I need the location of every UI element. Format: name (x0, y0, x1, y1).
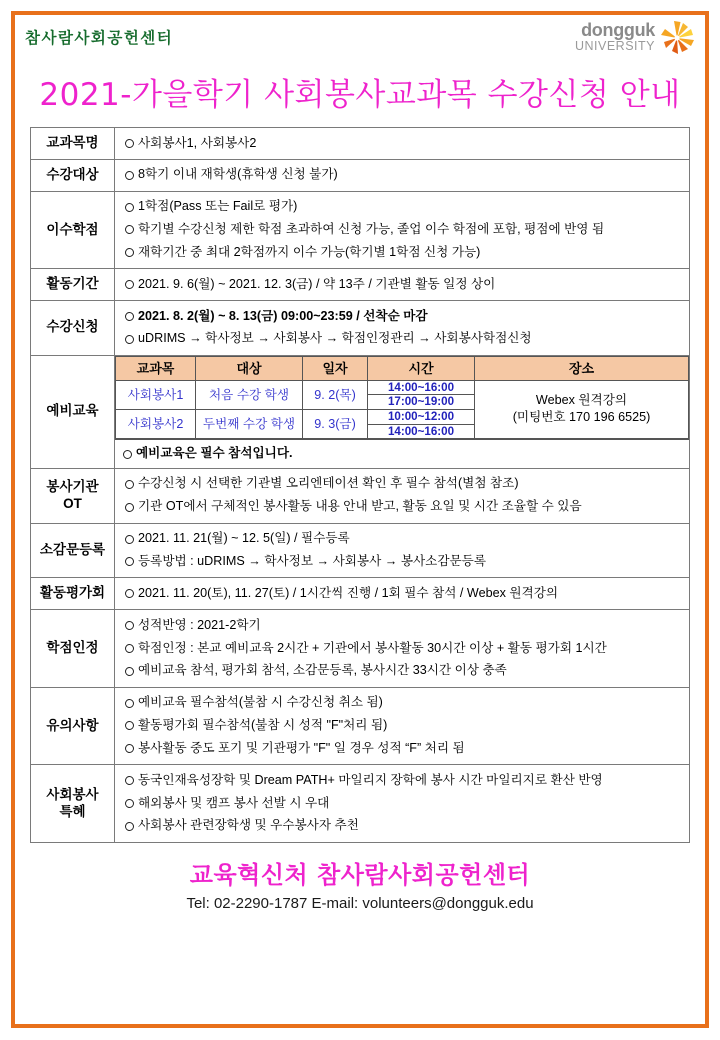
footer-contact: Tel: 02-2290-1787 E-mail: volunteers@dongguk.edu (186, 894, 534, 912)
circle-bullet-icon (125, 721, 134, 730)
cell-place (475, 380, 689, 438)
list-item-text: 봉사활동 중도 포기 및 기관평가 "F" 일 경우 성적 “F” 처리 됨 (138, 740, 465, 755)
list-item-text: 재학기간 중 최대 2학점까지 이수 가능(학기별 1학점 신청 가능) (138, 244, 481, 259)
list-item (123, 196, 683, 219)
circle-bullet-icon (125, 822, 134, 831)
column-header-place: 장소 (475, 356, 689, 380)
circle-bullet-icon (125, 699, 134, 708)
circle-bullet-icon (125, 535, 134, 544)
list-item (123, 219, 683, 242)
row-label: 교과목명 (31, 128, 115, 160)
info-table (30, 127, 690, 843)
row-label-line-2: OT (63, 495, 82, 511)
list-item-text: 해외봉사 및 캠프 봉사 선발 시 우대 (138, 795, 330, 810)
row-content (115, 578, 690, 610)
cell-time: 10:00~12:00 (368, 409, 475, 424)
list-item (123, 241, 683, 264)
row-label: 예비교육 (31, 355, 115, 468)
circle-bullet-icon (125, 248, 134, 257)
list-item (123, 715, 683, 738)
logo-primary-text: dongguk (581, 20, 655, 40)
poster-footer (15, 855, 705, 912)
list-item-text: 2021. 9. 6(월) ~ 2021. 12. 3(금) / 약 13주 / 기관별 활동 일정 상이 (138, 276, 496, 291)
list-item-text: 1학점(Pass 또는 Fail로 평가) (138, 199, 298, 214)
row-label: 이수학점 (31, 191, 115, 269)
circle-bullet-icon (125, 335, 134, 344)
footer-organization: 교육혁신처 참사람사회공헌센터 (189, 860, 531, 889)
table-row (31, 610, 690, 688)
logo-secondary-text: UNIVERSITY (574, 39, 655, 53)
poster-header (15, 15, 705, 61)
circle-bullet-icon (125, 621, 134, 630)
list-item-text: 사회봉사1, 사회봉사2 (138, 135, 257, 150)
prep-schedule-table (115, 356, 689, 439)
list-item (123, 164, 683, 187)
table-row (31, 765, 690, 843)
column-header-time: 시간 (368, 356, 475, 380)
cell-target: 두번째 수강 학생 (196, 409, 303, 438)
page-title: 2021-가을학기 사회봉사교과목 수강신청 안내 (39, 77, 681, 113)
circle-bullet-icon (125, 667, 134, 676)
row-label: 수강대상 (31, 159, 115, 191)
cell-time: 14:00~16:00 (368, 380, 475, 395)
circle-bullet-icon (125, 225, 134, 234)
table-row (31, 523, 690, 578)
list-item (123, 473, 683, 496)
row-content (115, 269, 690, 301)
list-item-text: 성적반영 : 2021-2학기 (138, 617, 261, 632)
list-item-text: 2021. 11. 20(토), 11. 27(토) / 1시간씩 진행 / 1회 필수 참석 / Webex 원격강의 (138, 585, 559, 600)
list-item (123, 528, 683, 551)
list-item (123, 792, 683, 815)
row-label (31, 468, 115, 523)
table-row (31, 128, 690, 160)
table-row (31, 159, 690, 191)
circle-bullet-icon (125, 312, 134, 321)
table-row (31, 269, 690, 301)
circle-bullet-icon (125, 203, 134, 212)
list-item-text: 기관 OT에서 구체적인 봉사활동 내용 안내 받고, 활동 요일 및 시간 조율할 수 있음 (138, 499, 582, 514)
circle-bullet-icon (123, 450, 132, 459)
row-label-line-2: 특혜 (59, 803, 86, 819)
row-content (115, 765, 690, 843)
table-row (31, 687, 690, 765)
prep-table-row (116, 380, 689, 395)
list-item-text: 학점인정 : 본교 예비교육 2시간 + 기관에서 봉사활동 30시간 이상 + 활동 평가회 1시간 (138, 640, 607, 655)
row-label: 활동평가회 (31, 578, 115, 610)
row-content (115, 687, 690, 765)
list-item (123, 637, 683, 660)
column-header-subject: 교과목 (116, 356, 196, 380)
row-content (115, 523, 690, 578)
cell-date: 9. 2(목) (303, 380, 368, 409)
list-item-text: 2021. 8. 2(월) ~ 8. 13(금) 09:00~23:59 / 선착순 마감 (138, 308, 428, 323)
list-item-text: 예비교육 필수참석(불참 시 수강신청 취소 됨) (138, 695, 383, 710)
list-item (123, 737, 683, 760)
circle-bullet-icon (125, 589, 134, 598)
table-row-prep-education (31, 355, 690, 468)
circle-bullet-icon (125, 171, 134, 180)
list-item (123, 815, 683, 838)
place-line-1: Webex 원격강의 (535, 393, 628, 408)
circle-bullet-icon (125, 139, 134, 148)
list-item-text: 수강신청 시 선택한 기관별 오리엔테이션 확인 후 필수 참석(별첨 참조) (138, 476, 519, 491)
cell-subject: 사회봉사2 (116, 409, 196, 438)
list-item (123, 551, 683, 574)
row-label-line-1: 봉사기관 (46, 478, 99, 494)
row-label: 수강신청 (31, 301, 115, 356)
prep-note (115, 439, 689, 468)
list-item-text: 등록방법 : uDRIMS → 학사정보 → 사회봉사 → 봉사소감문등록 (138, 554, 487, 568)
orange-frame-border (11, 11, 709, 1028)
cell-target: 처음 수강 학생 (196, 380, 303, 409)
table-row (31, 301, 690, 356)
list-item-text: 2021. 11. 21(월) ~ 12. 5(일) / 필수등록 (138, 531, 350, 546)
circle-bullet-icon (125, 280, 134, 289)
row-label-line-1: 사회봉사 (46, 786, 99, 802)
list-item-text: uDRIMS → 학사정보 → 사회봉사 → 학점인정관리 → 사회봉사학점신청 (138, 331, 532, 346)
list-item-text: 예비교육은 필수 참석입니다. (136, 446, 293, 461)
place-line-2: (미팅번호 170 196 6525) (512, 410, 651, 425)
column-header-date: 일자 (303, 356, 368, 380)
row-label: 유의사항 (31, 687, 115, 765)
list-item-text: 예비교육 참석, 평가회 참석, 소감문등록, 봉사시간 33시간 이상 충족 (138, 663, 507, 678)
list-item (123, 692, 683, 715)
cell-time: 14:00~16:00 (368, 424, 475, 439)
row-content (115, 468, 690, 523)
list-item-text: 활동평가회 필수참석(불참 시 성적 "F"처리 됨) (138, 718, 388, 733)
starburst-icon (657, 20, 697, 56)
circle-bullet-icon (125, 776, 134, 785)
list-item (123, 273, 683, 296)
row-content (115, 610, 690, 688)
cell-time: 17:00~19:00 (368, 395, 475, 410)
list-item (123, 132, 683, 155)
dongguk-university-logo (561, 18, 697, 58)
list-item (123, 328, 683, 351)
table-row (31, 191, 690, 269)
row-content (115, 301, 690, 356)
center-name-label: 참사람사회공헌센터 (25, 30, 174, 47)
cell-date: 9. 3(금) (303, 409, 368, 438)
circle-bullet-icon (125, 480, 134, 489)
table-row (31, 578, 690, 610)
row-label: 학점인정 (31, 610, 115, 688)
prep-table-header-row (116, 356, 689, 380)
logo-wordmark (575, 21, 655, 53)
list-item-text: 학기별 수강신청 제한 학점 초과하여 신청 가능, 졸업 이수 학점에 포함, 평점에 반영 됨 (138, 222, 605, 237)
table-row (31, 468, 690, 523)
list-item (123, 769, 683, 792)
row-label: 소감문등록 (31, 523, 115, 578)
row-content (115, 355, 690, 468)
circle-bullet-icon (125, 744, 134, 753)
list-item-text: 사회봉사 관련장학생 및 우수봉사자 추천 (138, 818, 359, 833)
row-content (115, 128, 690, 160)
column-header-target: 대상 (196, 356, 303, 380)
cell-subject: 사회봉사1 (116, 380, 196, 409)
list-item (123, 496, 683, 519)
list-item (121, 443, 689, 465)
list-item (123, 660, 683, 683)
circle-bullet-icon (125, 557, 134, 566)
list-item-text: 동국인재육성장학 및 Dream PATH+ 마일리지 장학에 봉사 시간 마일리지로 환산 반영 (138, 772, 603, 787)
circle-bullet-icon (125, 503, 134, 512)
list-item (123, 614, 683, 637)
row-content (115, 159, 690, 191)
circle-bullet-icon (125, 644, 134, 653)
row-label: 활동기간 (31, 269, 115, 301)
list-item (123, 305, 683, 328)
row-label (31, 765, 115, 843)
circle-bullet-icon (125, 799, 134, 808)
list-item (123, 582, 683, 605)
list-item-text: 8학기 이내 재학생(휴학생 신청 불가) (138, 167, 338, 182)
row-content (115, 191, 690, 269)
